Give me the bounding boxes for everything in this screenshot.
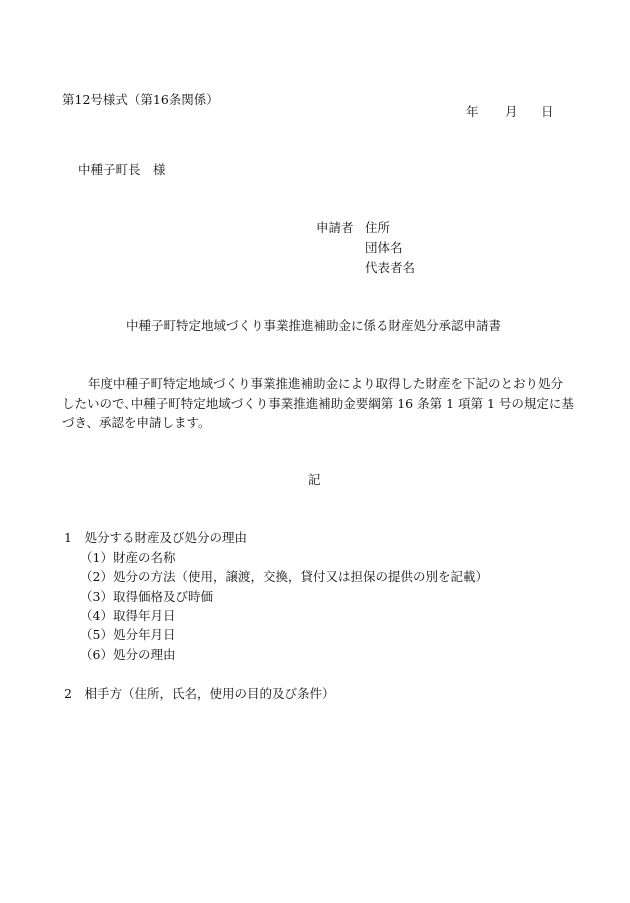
section2-heading: 2 相手方（住所，氏名，使用の目的及び条件）	[64, 686, 335, 701]
section1-item: （3）取得価格及び時価	[80, 589, 213, 604]
date-month: 月	[505, 104, 518, 119]
addressee: 中種子町長 様	[78, 162, 166, 177]
date-day: 日	[541, 104, 554, 119]
section1-item: （5）処分年月日	[80, 627, 176, 642]
ki-heading: 記	[308, 472, 321, 487]
section1-item: （1）財産の名称	[80, 550, 176, 565]
applicant-group-name: 団体名	[365, 240, 403, 255]
form-number: 第12号様式（第16条関係）	[62, 92, 219, 107]
section1-item: （4）取得年月日	[80, 608, 176, 623]
applicant-address: 住所	[365, 220, 391, 235]
section1-item: （6）処分の理由	[80, 647, 176, 662]
section1-heading: 1 処分する財産及び処分の理由	[64, 530, 247, 545]
document-title: 中種子町特定地域づくり事業推進補助金に係る財産処分承認申請書	[126, 318, 502, 333]
section1-item: （2）処分の方法（使用，譲渡，交換，貸付又は担保の提供の別を記載）	[80, 569, 488, 584]
applicant-label: 申請者	[316, 220, 354, 235]
body-line: 年度中種子町特定地域づくり事業推進補助金により取得した財産を下記のとおり処分	[88, 376, 564, 391]
date-year: 年	[466, 104, 479, 119]
body-line: したいので､中種子町特定地域づくり事業推進補助金要綱第 16 条第 1 項第 1 号の規定に基	[62, 396, 574, 411]
applicant-representative: 代表者名	[365, 260, 416, 275]
body-line: づき、承認を申請します。	[62, 415, 211, 430]
